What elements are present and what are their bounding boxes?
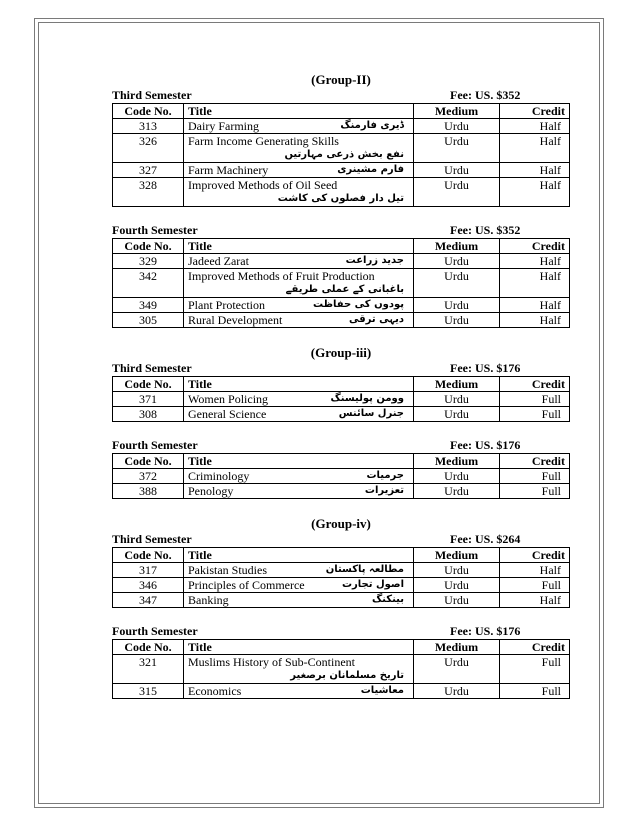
course-medium: Urdu (414, 563, 500, 578)
course-title-line (188, 298, 410, 312)
course-title-urdu: اصول تجارت (341, 579, 404, 590)
group-title: (Group-iii) (310, 345, 372, 360)
col-header-code: Code No. (113, 377, 184, 392)
course-title-line (188, 484, 410, 498)
col-header-medium: Medium (414, 454, 500, 469)
course-title-english: Pakistan Studies (188, 563, 268, 577)
table-row (113, 578, 570, 593)
course-title-cell (184, 134, 414, 163)
col-header-title: Title (184, 104, 414, 119)
course-title-line (188, 134, 410, 148)
col-header-title: Title (184, 548, 414, 563)
course-title-line (188, 269, 410, 283)
course-code: 388 (113, 484, 184, 499)
semester-name: Third Semester (112, 532, 192, 546)
course-credit: Half (500, 163, 570, 178)
col-header-code: Code No. (113, 640, 184, 655)
course-table (112, 639, 570, 699)
course-medium: Urdu (414, 313, 500, 328)
course-title-cell (184, 469, 414, 484)
course-title-line (188, 119, 410, 133)
course-credit: Full (500, 407, 570, 422)
course-title-english: Improved Methods of Oil Seed (188, 178, 338, 192)
semester-header (112, 88, 570, 103)
col-header-credit: Credit (500, 454, 570, 469)
semester-header (112, 223, 570, 238)
course-credit: Half (500, 134, 570, 163)
table-header-row (113, 454, 570, 469)
table-row (113, 407, 570, 422)
course-table (112, 238, 570, 328)
course-medium: Urdu (414, 298, 500, 313)
course-title-cell (184, 684, 414, 699)
semester-fee: Fee: US. $352 (450, 223, 521, 237)
course-medium: Urdu (414, 269, 500, 298)
table-row (113, 178, 570, 207)
table-row (113, 655, 570, 684)
course-medium: Urdu (414, 578, 500, 593)
course-medium: Urdu (414, 484, 500, 499)
course-title-english: Improved Methods of Fruit Production (188, 269, 375, 283)
course-title-english: Plant Protection (188, 298, 265, 312)
course-code: 327 (113, 163, 184, 178)
course-medium: Urdu (414, 254, 500, 269)
course-title-urdu: تعزیرات (364, 485, 404, 496)
col-header-medium: Medium (414, 548, 500, 563)
course-title-cell (184, 269, 414, 298)
course-title-english: Muslims History of Sub-Continent (188, 655, 356, 669)
course-code: 371 (113, 392, 184, 407)
course-title-english: Farm Machinery (188, 163, 269, 177)
semester-spacer (112, 207, 570, 223)
semester-name: Third Semester (112, 88, 192, 102)
table-header-row (113, 640, 570, 655)
course-title-urdu: دیہی ترقی (349, 314, 404, 325)
course-title-urdu: وومن پولیسنگ (330, 393, 404, 404)
course-title-cell (184, 407, 414, 422)
semester-spacer (112, 608, 570, 624)
col-header-credit: Credit (500, 104, 570, 119)
course-code: 317 (113, 563, 184, 578)
group-title: (Group-iv) (311, 516, 371, 531)
course-credit: Half (500, 254, 570, 269)
table-row (113, 313, 570, 328)
course-title-cell (184, 313, 414, 328)
course-code: 313 (113, 119, 184, 134)
col-header-title: Title (184, 239, 414, 254)
table-row (113, 392, 570, 407)
semester-header (112, 624, 570, 639)
course-title-english: Farm Income Generating Skills (188, 134, 339, 148)
table-row (113, 684, 570, 699)
semester-header (112, 361, 570, 376)
course-title-cell (184, 655, 414, 684)
group-spacer (112, 328, 570, 345)
course-title-line (188, 313, 410, 327)
course-medium: Urdu (414, 134, 500, 163)
course-title-line (188, 469, 410, 483)
course-medium: Urdu (414, 655, 500, 684)
course-table (112, 103, 570, 207)
course-code: 326 (113, 134, 184, 163)
course-title-cell (184, 563, 414, 578)
course-title-urdu: پودوں کی حفاظت (313, 299, 404, 310)
course-credit: Half (500, 593, 570, 608)
course-title-english: General Science (188, 407, 267, 421)
course-table (112, 376, 570, 422)
course-title-urdu: جرمیات (366, 470, 404, 481)
col-header-code: Code No. (113, 104, 184, 119)
course-code: 346 (113, 578, 184, 593)
course-title-urdu: ڈیری فارمنگ (340, 120, 404, 131)
course-code: 308 (113, 407, 184, 422)
course-medium: Urdu (414, 407, 500, 422)
course-credit: Full (500, 684, 570, 699)
course-medium: Urdu (414, 178, 500, 207)
semester-fee: Fee: US. $176 (450, 361, 521, 375)
course-credit: Full (500, 469, 570, 484)
table-row (113, 469, 570, 484)
course-title-line (188, 593, 410, 607)
col-header-credit: Credit (500, 239, 570, 254)
course-title-cell (184, 119, 414, 134)
course-title-cell (184, 392, 414, 407)
course-credit: Half (500, 178, 570, 207)
course-title-cell (184, 178, 414, 207)
col-header-title: Title (184, 454, 414, 469)
course-title-urdu: فارم مشینری (337, 164, 404, 175)
course-title-line (188, 655, 410, 669)
course-medium: Urdu (414, 684, 500, 699)
course-credit: Full (500, 578, 570, 593)
course-credit: Full (500, 392, 570, 407)
course-code: 315 (113, 684, 184, 699)
course-code: 347 (113, 593, 184, 608)
course-title-line (188, 254, 410, 268)
course-code: 329 (113, 254, 184, 269)
course-title-cell (184, 298, 414, 313)
course-credit: Full (500, 484, 570, 499)
col-header-credit: Credit (500, 548, 570, 563)
col-header-code: Code No. (113, 548, 184, 563)
semester-name: Fourth Semester (112, 624, 198, 638)
table-header-row (113, 548, 570, 563)
course-title-urdu: معاشیات (360, 685, 404, 696)
course-medium: Urdu (414, 163, 500, 178)
course-code: 372 (113, 469, 184, 484)
table-row (113, 298, 570, 313)
course-title-line (188, 163, 410, 177)
course-medium: Urdu (414, 593, 500, 608)
course-title-english: Economics (188, 684, 242, 698)
semester-fee: Fee: US. $264 (450, 532, 521, 546)
table-header-row (113, 377, 570, 392)
col-header-title: Title (184, 640, 414, 655)
course-table (112, 453, 570, 499)
course-title-line (188, 407, 410, 421)
course-title-cell (184, 593, 414, 608)
course-title-urdu: تیل دار فصلوں کی کاشت (277, 193, 404, 204)
semester-fee: Fee: US. $176 (450, 438, 521, 452)
course-code: 349 (113, 298, 184, 313)
course-code: 328 (113, 178, 184, 207)
col-header-credit: Credit (500, 377, 570, 392)
document-content (112, 72, 570, 699)
semester-name: Fourth Semester (112, 438, 198, 452)
semester-header (112, 438, 570, 453)
course-medium: Urdu (414, 392, 500, 407)
course-title-urdu: مطالعہ پاکستان (325, 564, 404, 575)
course-title-english: Dairy Farming (188, 119, 259, 133)
semester-fee: Fee: US. $176 (450, 624, 521, 638)
course-title-urdu: تاریخ مسلمانان برصغیر (290, 670, 404, 681)
course-credit: Half (500, 563, 570, 578)
col-header-title: Title (184, 377, 414, 392)
course-table (112, 547, 570, 608)
course-title-urdu: نفع بخش ذرعی مہارتیں (284, 149, 404, 160)
semester-name: Fourth Semester (112, 223, 198, 237)
course-credit: Full (500, 655, 570, 684)
course-credit: Half (500, 313, 570, 328)
course-title-english: Jadeed Zarat (188, 254, 249, 268)
course-title-cell (184, 254, 414, 269)
semester-spacer (112, 422, 570, 438)
course-title-urdu: باغبانی کے عملی طریقے (285, 284, 404, 295)
course-title-english: Criminology (188, 469, 250, 483)
course-title-cell (184, 484, 414, 499)
col-header-medium: Medium (414, 239, 500, 254)
course-title-line (188, 392, 410, 406)
table-row (113, 134, 570, 163)
col-header-code: Code No. (113, 239, 184, 254)
group-title: (Group-II) (311, 72, 371, 87)
course-medium: Urdu (414, 119, 500, 134)
course-title-english: Women Policing (188, 392, 269, 406)
table-row (113, 119, 570, 134)
course-medium: Urdu (414, 469, 500, 484)
group-spacer (112, 499, 570, 516)
course-code: 305 (113, 313, 184, 328)
course-title-line (188, 178, 410, 192)
col-header-medium: Medium (414, 377, 500, 392)
semester-header (112, 532, 570, 547)
course-title-english: Penology (188, 484, 234, 498)
course-title-english: Rural Development (188, 313, 283, 327)
table-row (113, 563, 570, 578)
table-row (113, 593, 570, 608)
table-row (113, 484, 570, 499)
course-title-cell (184, 163, 414, 178)
course-credit: Half (500, 298, 570, 313)
course-credit: Half (500, 269, 570, 298)
col-header-medium: Medium (414, 640, 500, 655)
course-title-urdu: جدید زراعت (345, 255, 404, 266)
table-row (113, 254, 570, 269)
table-header-row (113, 104, 570, 119)
course-credit: Half (500, 119, 570, 134)
course-title-line (188, 684, 410, 698)
course-title-urdu: بینکنگ (371, 594, 404, 605)
course-title-line (188, 578, 410, 592)
course-code: 321 (113, 655, 184, 684)
semester-name: Third Semester (112, 361, 192, 375)
col-header-code: Code No. (113, 454, 184, 469)
col-header-medium: Medium (414, 104, 500, 119)
course-title-line (188, 563, 410, 577)
table-row (113, 269, 570, 298)
table-row (113, 163, 570, 178)
course-title-urdu: جنرل سائنس (338, 408, 404, 419)
semester-fee: Fee: US. $352 (450, 88, 521, 102)
course-title-english: Banking (188, 593, 229, 607)
col-header-credit: Credit (500, 640, 570, 655)
table-header-row (113, 239, 570, 254)
course-title-cell (184, 578, 414, 593)
course-title-english: Principles of Commerce (188, 578, 305, 592)
course-code: 342 (113, 269, 184, 298)
